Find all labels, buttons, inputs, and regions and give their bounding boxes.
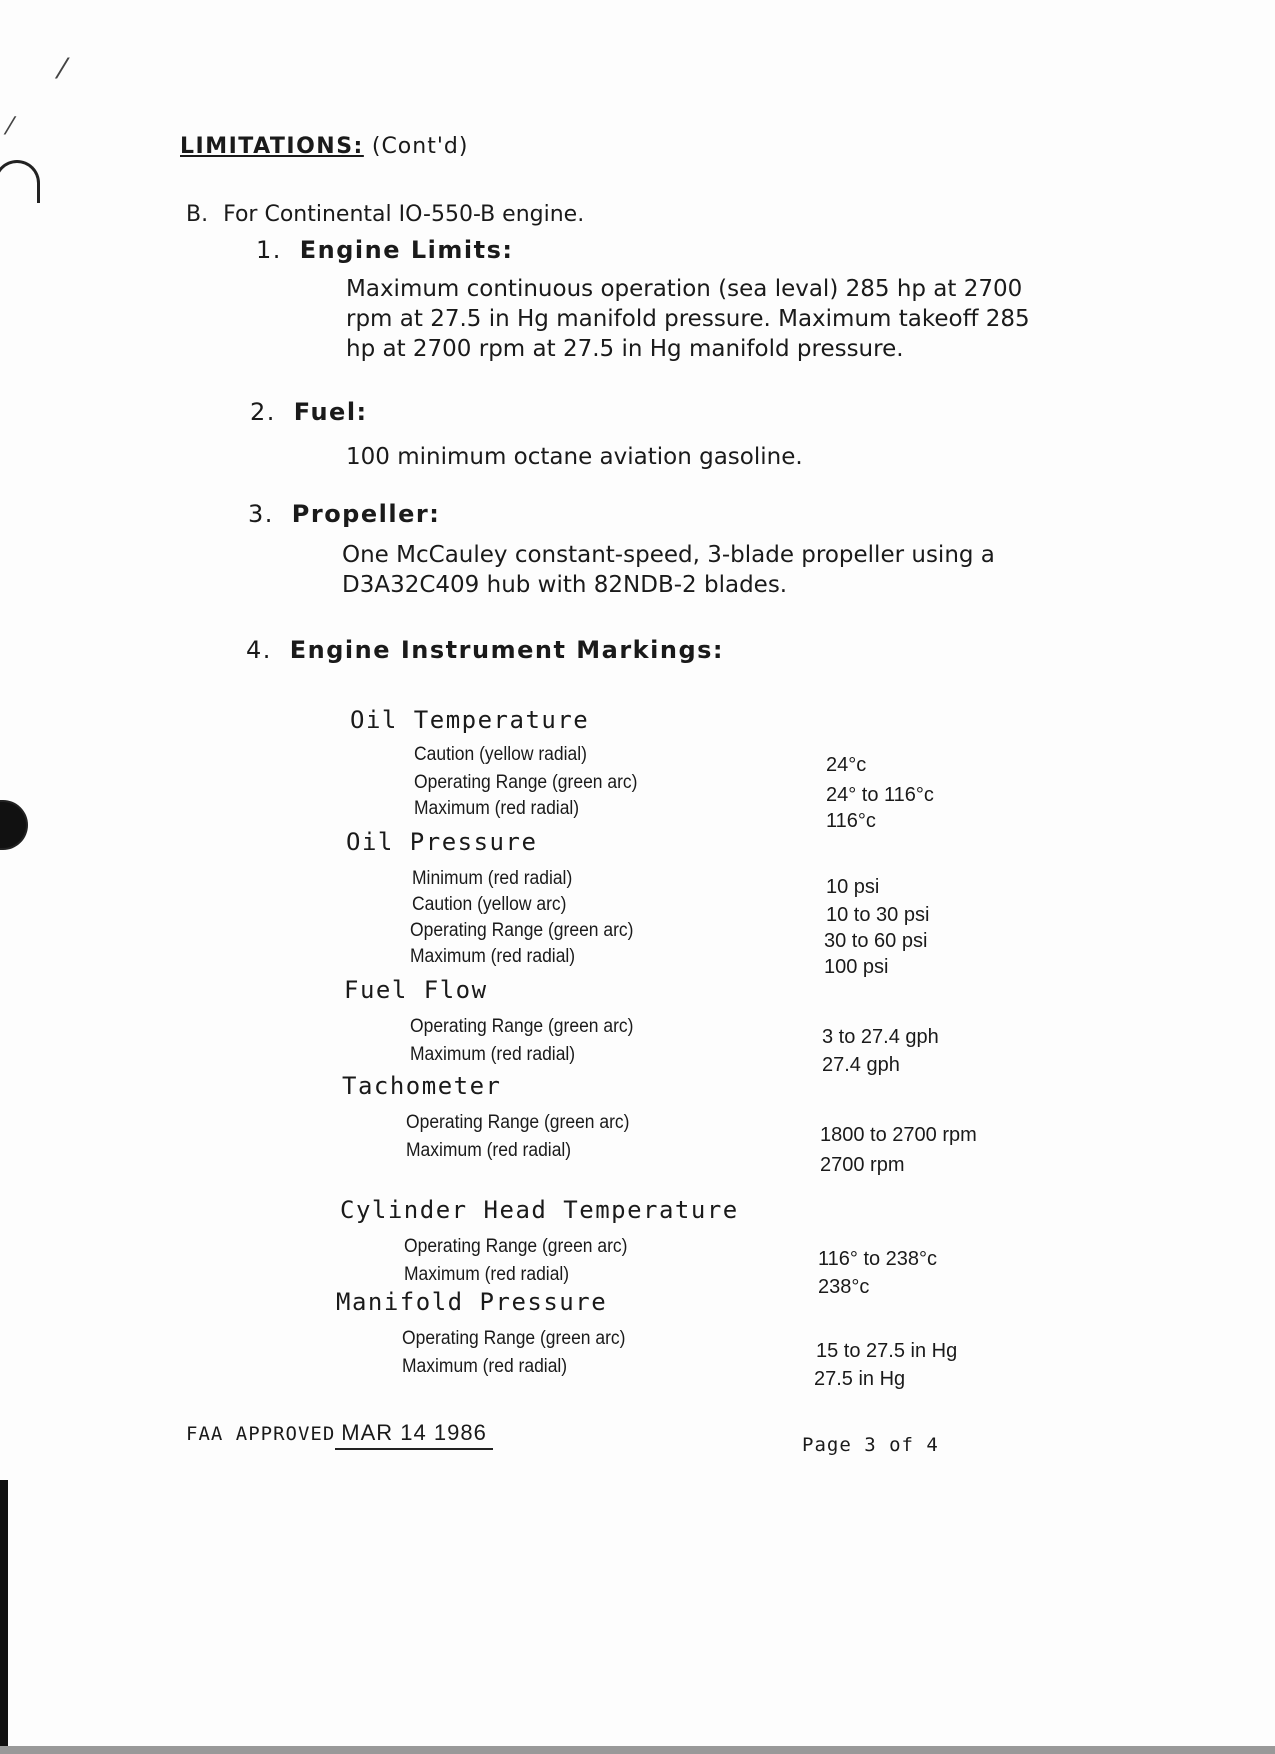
instrument-title: Oil Temperature	[350, 706, 590, 734]
item-engine-limits-title	[256, 236, 513, 264]
pen-mark: ⁄	[60, 52, 65, 85]
marking-label: Operating Range (green arc)	[406, 1112, 630, 1133]
item-number: 1.	[256, 236, 282, 264]
approved-label: FAA APPROVED	[186, 1423, 336, 1445]
instrument-title: Cylinder Head Temperature	[340, 1196, 739, 1224]
text-line: Maximum continuous operation (sea leval) 285 hp at 2700	[346, 276, 1023, 302]
marking-label: Minimum (red radial)	[412, 868, 573, 889]
punch-hole-middle	[0, 800, 28, 850]
marking-label: Operating Range (green arc)	[410, 1016, 634, 1037]
engine-limits-text	[346, 274, 1030, 364]
item-title: Engine Instrument Markings:	[289, 636, 725, 664]
instrument-title: Manifold Pressure	[336, 1288, 608, 1316]
marking-value: 15 to 27.5 in Hg	[816, 1340, 958, 1362]
marking-label: Caution (yellow arc)	[412, 894, 567, 915]
section-b	[186, 202, 584, 227]
instrument-title: Oil Pressure	[346, 828, 538, 856]
item-title: Fuel:	[293, 398, 368, 426]
approved-date-stamp: MAR 14 1986	[335, 1420, 493, 1450]
text-line: One McCauley constant-speed, 3-blade propeller using a	[342, 542, 995, 568]
item-instrument-markings-title	[246, 636, 724, 664]
item-title: Propeller:	[291, 500, 441, 528]
pen-mark: ⁄	[8, 112, 13, 140]
section-letter: B.	[186, 202, 209, 227]
page-heading	[180, 134, 468, 159]
faa-approval	[186, 1420, 493, 1450]
item-number: 3.	[248, 500, 274, 528]
text-line: hp at 2700 rpm at 27.5 in Hg manifold pressure.	[346, 336, 904, 362]
instrument-title: Fuel Flow	[344, 976, 488, 1004]
marking-label: Maximum (red radial)	[410, 1044, 576, 1065]
marking-value: 24°c	[826, 754, 867, 776]
marking-label: Maximum (red radial)	[414, 798, 580, 819]
marking-value: 24° to 116°c	[826, 784, 934, 806]
text-line: 100 minimum octane aviation gasoline.	[346, 444, 803, 470]
marking-value: 27.4 gph	[822, 1054, 900, 1076]
marking-value: 30 to 60 psi	[824, 930, 928, 952]
item-fuel-title	[250, 398, 368, 426]
item-title: Engine Limits:	[299, 236, 514, 264]
item-propeller-title	[248, 500, 440, 528]
marking-value: 100 psi	[824, 956, 889, 978]
scan-edge-left-bottom	[0, 1480, 8, 1754]
marking-label: Operating Range (green arc)	[410, 920, 634, 941]
marking-label: Operating Range (green arc)	[402, 1328, 626, 1349]
text-line: rpm at 27.5 in Hg manifold pressure. Maximum takeoff 285	[346, 306, 1030, 332]
marking-label: Maximum (red radial)	[406, 1140, 572, 1161]
marking-label: Maximum (red radial)	[404, 1264, 570, 1285]
marking-value: 10 psi	[826, 876, 880, 898]
heading-subtitle: (Cont'd)	[371, 134, 469, 159]
section-text: For Continental IO-550-B engine.	[223, 202, 585, 227]
marking-value: 116° to 238°c	[818, 1248, 938, 1270]
fuel-text	[346, 442, 803, 472]
marking-value: 2700 rpm	[820, 1154, 905, 1176]
marking-label: Maximum (red radial)	[402, 1356, 568, 1377]
marking-value: 27.5 in Hg	[814, 1368, 906, 1390]
heading-title: LIMITATIONS:	[180, 134, 364, 159]
marking-value: 1800 to 2700 rpm	[820, 1124, 977, 1146]
punch-hole-top	[0, 160, 40, 203]
instrument-title: Tachometer	[342, 1072, 502, 1100]
marking-value: 238°c	[818, 1276, 870, 1298]
marking-value: 10 to 30 psi	[826, 904, 930, 926]
marking-label: Caution (yellow radial)	[414, 744, 587, 765]
marking-value: 116°c	[826, 810, 876, 832]
marking-label: Maximum (red radial)	[410, 946, 576, 967]
marking-label: Operating Range (green arc)	[404, 1236, 628, 1257]
scan-edge-bottom	[0, 1746, 1275, 1754]
item-number: 2.	[250, 398, 276, 426]
page-number: Page 3 of 4	[802, 1434, 939, 1456]
item-number: 4.	[246, 636, 272, 664]
propeller-text	[342, 540, 995, 600]
marking-label: Operating Range (green arc)	[414, 772, 638, 793]
marking-value: 3 to 27.4 gph	[822, 1026, 939, 1048]
text-line: D3A32C409 hub with 82NDB-2 blades.	[342, 572, 788, 598]
